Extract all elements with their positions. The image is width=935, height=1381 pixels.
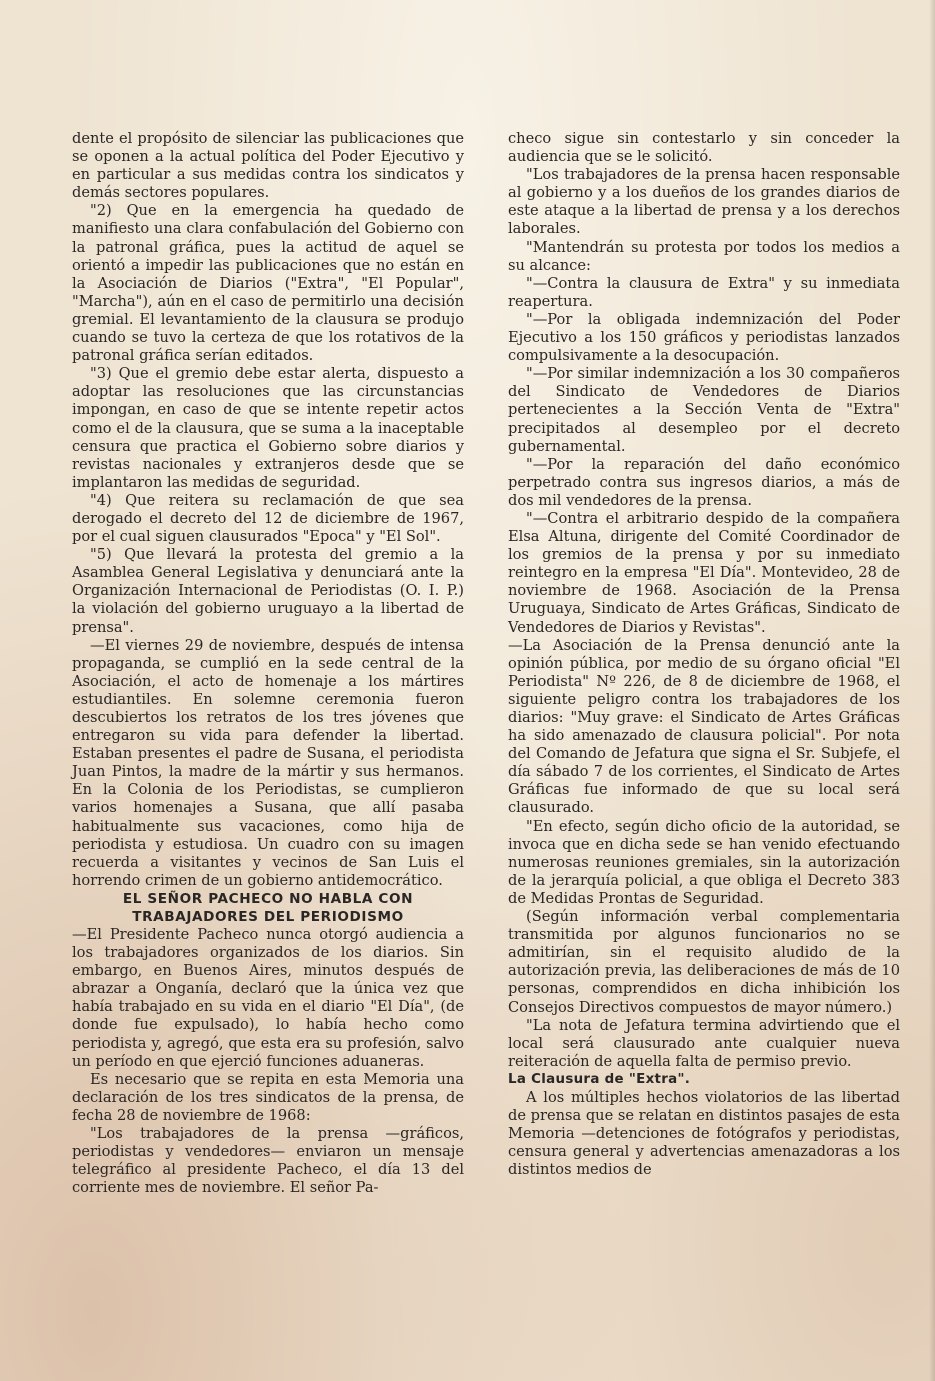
paragraph: "La nota de Jefatura termina advirtiendo que el local será clausurado ante cualquier nueva reiteración de aquella falta de permiso previo. [508,1016,900,1070]
paragraph: "4) Que reitera su reclamación de que sea derogado el decreto del 12 de diciembre de 1967, por el cual siguen clausurados "Epoca" y "El Sol". [72,491,464,546]
paragraph: Es necesario que se repita en esta Memoria una declaración de los tres sindicatos de la prensa, de fecha 28 de noviembre de 1968: [72,1070,464,1124]
paragraph: "2) Que en la emergencia ha quedado de manifiesto una clara confabulación del Gobierno con la patronal gráfica, pues la actitud de aquel se orientó a impedir las publicaciones que no están en la Asociación de Diarios ("Extra", "El Popular", "Marcha"), aún en el caso de permitirlo una decisión gremial. El levantamiento de la clausura se produjo cuando se tuvo la certeza de que los rotativos de la patronal gráfica serían editados. [72,202,464,365]
left-column [72,130,464,1197]
paragraph: "3) Que el gremio debe estar alerta, dispuesto a adoptar las resoluciones que las circunstancias impongan, en caso de que se intente repetir actos como el de la clausura, que se suma a la inaceptable censura que practica el Gobierno sobre diarios y revistas nacionales y extranjeros desde que se implantaron las medidas de seguridad. [72,365,464,491]
paragraph: —La Asociación de la Prensa denunció ante la opinión pública, por medio de su órgano oficial "El Periodista" Nº 226, de 8 de diciembre de 1968, el siguiente peligro contra los trabajadores de los diarios: "Muy grave: el Sindicato de Artes Gráficas ha sido amenazado de clausura policial". Por nota del Comando de Jefatura que signa el Sr. Subjefe, el día sábado 7 de los corrientes, el Sindicato de Artes Gráficas fue informado de que su local será clausurado. [508,636,900,817]
paragraph: checo sigue sin contestarlo y sin conceder la audiencia que se le solicitó. [508,130,900,166]
right-column [508,130,900,1179]
paragraph: —El viernes 29 de noviembre, después de intensa propaganda, se cumplió en la sede central de la Asociación, el acto de homenaje a los mártires estudiantiles. En solemne ceremonia fueron descubiertos los retratos de los tres jóvenes que entregaron su vida para defender la libertad. Estaban presentes el padre de Susana, el periodista Juan Pintos, la madre de la mártir y sus hermanos. En la Colonia de los Periodistas, se cumplieron varios homenajes a Susana, que allí pasaba habitualmente sus vacaciones, como hija de periodista y estudiosa. Un cuadro con su imagen recuerda a visitantes y vecinos de San Luis el horrendo crimen de un gobierno antidemocrático. [72,636,464,889]
paragraph: "—Contra el arbitrario despido de la compañera Elsa Altuna, dirigente del Comité Coordinador de los gremios de la prensa y por su inmediato reintegro en la empresa "El Día". Montevideo, 28 de noviembre de 1968. Asociación de la Prensa Uruguaya, Sindicato de Artes Gráficas, Sindicato de Vendedores de Diarios y Revistas". [508,509,900,636]
paragraph: "Los trabajadores de la prensa —gráficos, periodistas y vendedores— enviaron un mensaje telegráfico al presidente Pacheco, el día 13 del corriente mes de noviembre. El señor Pa- [72,1124,464,1197]
paragraph: "—Por la obligada indemnización del Poder Ejecutivo a los 150 gráficos y periodistas lanzados compulsivamente a la desocupación. [508,310,900,365]
paragraph: "Los trabajadores de la prensa hacen responsable al gobierno y a los dueños de los grandes diarios de este ataque a la libertad de prensa y a los derechos laborales. [508,166,900,238]
paragraph: "—Por la reparación del daño económico perpetrado contra sus ingresos diarios, a más de dos mil vendedores de la prensa. [508,455,900,509]
paragraph: —El Presidente Pacheco nunca otorgó audiencia a los trabajadores organizados de los diarios. Sin embargo, en Buenos Aires, minutos después de abrazar a Onganía, declaró que la única vez que había trabajado en su vida en el diario "El Día", (de donde fue expulsado), lo había hecho como periodista y, agregó, que esta era su profesión, salvo un período en que ejerció funciones aduaneras. [72,925,464,1070]
subheading: La Clausura de "Extra". [508,1071,691,1087]
page-edge-shadow [929,0,935,1381]
paragraph: A los múltiples hechos violatorios de las libertad de prensa que se relatan en distintos pasajes de esta Memoria —detenciones de fotógrafos y periodistas, censura general y advertencias amenazadoras a los distintos medios de [508,1088,900,1179]
paragraph: (Según información verbal complementaria transmitida por algunos funcionarios no se admitirían, sin el requisito aludido de la autorización previa, las deliberaciones de más de 10 personas, comprendidos en dicha inhibición los Consejos Directivos compuestos de mayor número.) [508,908,900,1016]
section-heading [72,890,464,926]
paragraph: "Mantendrán su protesta por todos los medios a su alcance: [508,238,900,274]
paragraph: "En efecto, según dicho oficio de la autoridad, se invoca que en dicha sede se han venido efectuando numerosas reuniones gremiales, sin la autorización de la jerarquía policial, a que obliga el Decreto 383 de Medidas Prontas de Seguridad. [508,817,900,907]
paragraph: "5) Que llevará la protesta del gremio a la Asamblea General Legislativa y denunciará ante la Organización Internacional de Periodistas (O. I. P.) la violación del gobierno uruguayo a la libertad de prensa". [72,546,464,636]
paragraph: "—Contra la clausura de Extra" y su inmediata reapertura. [508,274,900,310]
heading-line: TRABAJADORES DEL PERIODISMO [132,908,404,925]
paragraph: "—Por similar indemnización a los 30 compañeros del Sindicato de Vendedores de Diarios pertenecientes a la Sección Venta de "Extra" precipitados al desempleo por el decreto gubernamental. [508,365,900,455]
heading-line: EL SEÑOR PACHECO NO HABLA CON [122,890,414,907]
paragraph: dente el propósito de silenciar las publicaciones que se oponen a la actual política del Poder Ejecutivo y en particular a sus medidas contra los sindicatos y demás sectores populares. [72,130,464,202]
